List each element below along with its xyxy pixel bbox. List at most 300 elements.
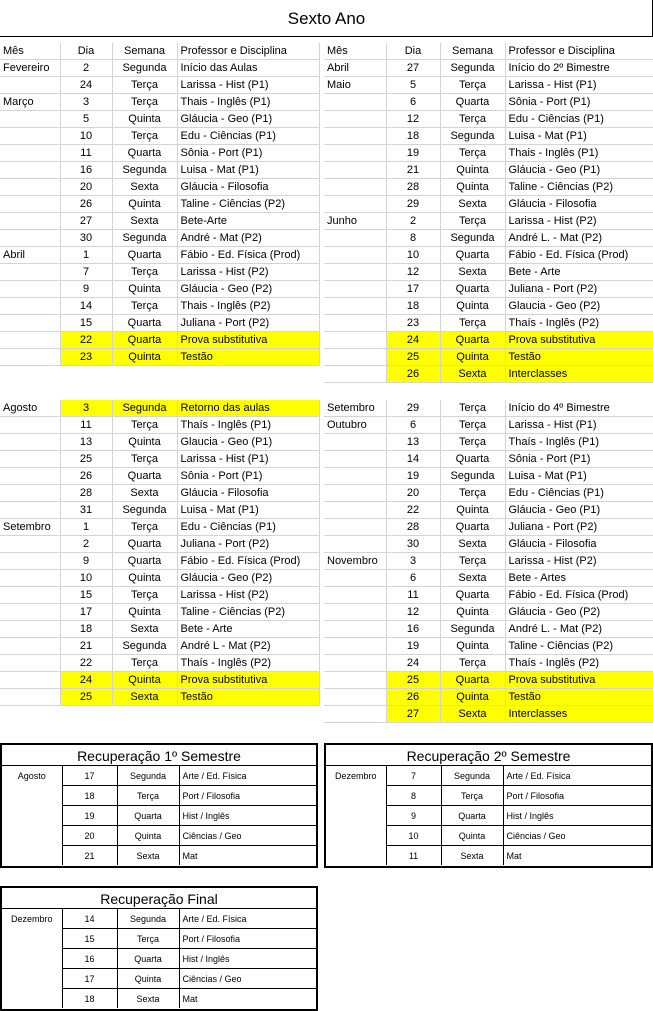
table-row [324,519,653,536]
subject-cell: Interclasses [505,706,653,723]
day-cell: 16 [386,621,440,638]
subject-cell: Testão [177,349,319,366]
weekday-cell: Quarta [112,145,177,162]
subject-cell: Larissa - Hist (P2) [505,213,653,230]
day-cell: 25 [386,349,440,366]
weekday-cell: Segunda [112,638,177,655]
subject-cell: Gláucia - Geo (P1) [505,162,653,179]
weekday-cell: Quarta [112,315,177,332]
recovery-row [2,989,316,1009]
subject-cell: Thaís - Inglês (P2) [505,315,653,332]
subject-cell: Bete - Arte [177,621,319,638]
table-row [324,111,653,128]
month-cell [324,366,386,383]
weekday-cell: Quinta [441,826,503,846]
subject-cell: Ciências / Geo [179,826,316,846]
weekday-cell: Terça [112,587,177,604]
day-cell: 12 [386,604,440,621]
day-cell: 18 [62,989,117,1009]
subject-cell: Testão [177,689,319,706]
month-cell [324,536,386,553]
day-cell: 17 [62,766,117,786]
weekday-cell: Segunda [112,60,177,77]
table-row [0,689,319,706]
month-cell [0,604,60,621]
subject-cell: Juliana - Port (P2) [505,281,653,298]
table-row [324,468,653,485]
recovery-title: Recuperação 2º Semestre [406,748,571,764]
month-cell [324,162,386,179]
weekday-cell: Segunda [440,230,505,247]
day-cell: 13 [386,434,440,451]
table-row [0,349,319,366]
table-row [0,264,319,281]
weekday-cell: Sexta [117,846,179,866]
table-row [0,604,319,621]
subject-cell: Fábio - Ed. Física (Prod) [177,553,319,570]
day-cell: 10 [60,128,112,145]
subject-cell: Arte / Ed. Física [503,766,651,786]
subject-cell: Fábio - Ed. Física (Prod) [177,247,319,264]
weekday-cell: Terça [440,655,505,672]
day-cell: 9 [386,806,441,826]
month-cell [0,502,60,519]
subject-cell: Gláucia - Geo (P1) [177,111,319,128]
day-cell: 1 [60,247,112,264]
day-cell: 26 [60,468,112,485]
month-cell [324,502,386,519]
weekday-cell: Sexta [117,989,179,1009]
subject-cell: Sônia - Port (P1) [177,145,319,162]
table-row [324,706,653,723]
table-row [0,519,319,536]
subject-cell: Thaís - Inglês (P1) [505,434,653,451]
day-cell: 22 [60,332,112,349]
table-row [324,315,653,332]
subject-cell: Edu - Ciências (P1) [177,519,319,536]
weekday-cell: Segunda [112,162,177,179]
weekday-cell: Quarta [117,949,179,969]
table-row [324,485,653,502]
month-cell [326,786,386,806]
month-cell [324,281,386,298]
month-cell [0,655,60,672]
day-cell: 28 [386,519,440,536]
day-cell: 11 [60,417,112,434]
month-cell: Abril [0,247,60,264]
month-cell [324,706,386,723]
subject-cell: Luisa - Mat (P1) [177,502,319,519]
month-cell [0,162,60,179]
table-row [324,145,653,162]
day-cell: 16 [60,162,112,179]
table-row [0,485,319,502]
day-cell: 18 [386,298,440,315]
recovery-row [326,846,651,866]
month-cell [0,536,60,553]
day-cell: 27 [386,60,440,77]
month-cell [2,786,62,806]
weekday-cell: Terça [117,929,179,949]
day-cell: 24 [60,672,112,689]
weekday-cell: Sexta [112,689,177,706]
subject-cell: Larissa - Hist (P1) [505,77,653,94]
table-row [324,230,653,247]
weekday-cell: Segunda [441,766,503,786]
weekday-cell: Terça [440,417,505,434]
table-row [0,451,319,468]
month-cell [0,689,60,706]
weekday-cell: Terça [112,77,177,94]
subject-cell: Interclasses [505,366,653,383]
subject-cell: Prova substitutiva [505,672,653,689]
month-cell [324,604,386,621]
table-row [324,689,653,706]
weekday-cell: Terça [441,786,503,806]
subject-cell: Juliana - Port (P2) [177,536,319,553]
weekday-cell: Sexta [440,196,505,213]
day-cell: 10 [386,826,441,846]
day-cell: 26 [386,366,440,383]
weekday-cell: Quinta [112,672,177,689]
subject-cell: Mat [179,989,316,1009]
month-cell [0,332,60,349]
subject-cell: Bete - Artes [505,570,653,587]
recovery-row [2,909,316,929]
month-cell [324,519,386,536]
day-cell: 15 [60,587,112,604]
weekday-cell: Quinta [112,111,177,128]
day-cell: 30 [60,230,112,247]
month-cell [0,213,60,230]
weekday-cell: Terça [112,519,177,536]
page-title: Sexto Ano [287,9,366,28]
table-row [0,145,319,162]
weekday-cell: Terça [112,94,177,111]
subject-cell: Larissa - Hist (P1) [177,451,319,468]
day-cell: 19 [386,145,440,162]
recovery-row [326,766,651,786]
day-cell: 24 [386,655,440,672]
column-header: Professor e Disciplina [177,43,319,60]
weekday-cell: Quinta [117,826,179,846]
subject-cell: Larissa - Hist (P2) [177,587,319,604]
month-cell [0,315,60,332]
day-cell: 6 [386,417,440,434]
table-row [0,638,319,655]
subject-cell: Sônia - Port (P1) [177,468,319,485]
day-cell: 21 [62,846,117,866]
subject-cell: Glaucia - Geo (P1) [177,434,319,451]
table-row [324,536,653,553]
weekday-cell: Quinta [112,281,177,298]
month-cell [0,145,60,162]
weekday-cell: Sexta [112,485,177,502]
day-cell: 18 [60,621,112,638]
month-cell [324,621,386,638]
month-cell [324,145,386,162]
recovery-row [2,786,316,806]
subject-cell: Taline - Ciências (P2) [505,638,653,655]
weekday-cell: Segunda [112,230,177,247]
recovery-table [2,765,316,865]
month-cell [2,969,62,989]
table-row [324,77,653,94]
month-cell [324,485,386,502]
month-cell: Novembro [324,553,386,570]
recovery-row [2,806,316,826]
table-row [324,400,653,417]
table-row [0,196,319,213]
day-cell: 19 [62,806,117,826]
month-cell [0,77,60,94]
weekday-cell: Quinta [440,638,505,655]
day-cell: 25 [60,689,112,706]
weekday-cell: Sexta [440,706,505,723]
weekday-cell: Terça [112,655,177,672]
schedule-table-second-semester-2 [324,400,653,723]
table-row [0,213,319,230]
subject-cell: Thais - Inglês (P1) [177,94,319,111]
weekday-cell: Quarta [112,536,177,553]
day-cell: 18 [62,786,117,806]
weekday-cell: Segunda [112,502,177,519]
weekday-cell: Terça [112,298,177,315]
day-cell: 23 [60,349,112,366]
table-row [0,332,319,349]
subject-cell: Taline - Ciências (P2) [177,196,319,213]
month-cell [324,196,386,213]
subject-cell: Thaís - Inglês (P2) [505,655,653,672]
month-cell [324,94,386,111]
month-cell [0,485,60,502]
month-cell [324,434,386,451]
table-row [324,247,653,264]
day-cell: 3 [386,553,440,570]
header-row [0,43,319,60]
weekday-cell: Quarta [440,332,505,349]
weekday-cell: Quinta [112,604,177,621]
month-cell [324,230,386,247]
subject-cell: Larissa - Hist (P1) [505,417,653,434]
table-row [324,128,653,145]
weekday-cell: Sexta [440,570,505,587]
subject-cell: Início das Aulas [177,60,319,77]
day-cell: 7 [386,766,441,786]
column-header: Semana [112,43,177,60]
subject-cell: Larissa - Hist (P2) [177,264,319,281]
month-cell [2,949,62,969]
weekday-cell: Quarta [440,247,505,264]
weekday-cell: Segunda [117,766,179,786]
table-row [0,400,319,417]
month-cell [326,846,386,866]
day-cell: 1 [60,519,112,536]
weekday-cell: Quarta [440,451,505,468]
day-cell: 11 [60,145,112,162]
month-cell [0,672,60,689]
day-cell: 18 [386,128,440,145]
month-cell [324,587,386,604]
subject-cell: Edu - Ciências (P1) [177,128,319,145]
month-cell [324,638,386,655]
table-row [324,672,653,689]
subject-cell: André L. - Mat (P2) [505,621,653,638]
day-cell: 12 [386,111,440,128]
table-row [324,587,653,604]
subject-cell: Testão [505,349,653,366]
subject-cell: Luisa - Mat (P1) [505,128,653,145]
month-cell: Agosto [0,400,60,417]
month-cell [324,264,386,281]
header-row [324,43,653,60]
table-row [0,315,319,332]
month-cell [324,247,386,264]
day-cell: 10 [386,247,440,264]
weekday-cell: Quinta [440,349,505,366]
column-header: Dia [386,43,440,60]
table-row [324,417,653,434]
month-cell [326,806,386,826]
weekday-cell: Quarta [440,519,505,536]
day-cell: 22 [60,655,112,672]
month-cell [0,196,60,213]
subject-cell: Taline - Ciências (P2) [177,604,319,621]
weekday-cell: Quarta [440,94,505,111]
subject-cell: Hist / Inglês [179,806,316,826]
table-row [324,451,653,468]
weekday-cell: Quinta [440,162,505,179]
table-row [324,604,653,621]
day-cell: 31 [60,502,112,519]
recovery-table [2,908,316,1008]
day-cell: 8 [386,230,440,247]
table-row [0,655,319,672]
weekday-cell: Sexta [112,621,177,638]
subject-cell: Larissa - Hist (P1) [177,77,319,94]
day-cell: 5 [60,111,112,128]
month-cell [324,468,386,485]
subject-cell: Mat [179,846,316,866]
weekday-cell: Sexta [441,846,503,866]
table-row [324,570,653,587]
table-row [324,162,653,179]
weekday-cell: Terça [440,553,505,570]
day-cell: 7 [60,264,112,281]
weekday-cell: Quarta [440,672,505,689]
subject-cell: Arte / Ed. Física [179,766,316,786]
subject-cell: Gláucia - Geo (P1) [505,502,653,519]
column-header: Dia [60,43,112,60]
day-cell: 3 [60,400,112,417]
subject-cell: Port / Filosofia [503,786,651,806]
table-row [324,366,653,383]
month-cell [324,672,386,689]
table-row [0,434,319,451]
weekday-cell: Terça [440,315,505,332]
day-cell: 21 [386,162,440,179]
month-cell [2,989,62,1009]
subject-cell: André L - Mat (P2) [177,638,319,655]
weekday-cell: Terça [117,786,179,806]
weekday-cell: Quinta [440,298,505,315]
day-cell: 26 [386,689,440,706]
recovery-row [326,806,651,826]
table-row [324,553,653,570]
weekday-cell: Quinta [112,570,177,587]
table-row [0,162,319,179]
subject-cell: Fábio - Ed. Física (Prod) [505,247,653,264]
weekday-cell: Quarta [112,553,177,570]
subject-cell: Gláucia - Filosofia [177,179,319,196]
table-row [0,417,319,434]
subject-cell: Juliana - Port (P2) [505,519,653,536]
day-cell: 15 [60,315,112,332]
subject-cell: Ciências / Geo [179,969,316,989]
subject-cell: Testão [505,689,653,706]
table-row [324,179,653,196]
recovery-row [2,969,316,989]
weekday-cell: Quinta [440,179,505,196]
table-row [324,502,653,519]
weekday-cell: Quinta [440,604,505,621]
weekday-cell: Terça [440,485,505,502]
table-row [0,570,319,587]
month-cell [0,179,60,196]
table-row [324,349,653,366]
weekday-cell: Quinta [112,434,177,451]
weekday-cell: Terça [440,145,505,162]
subject-cell: Thais - Inglês (P1) [505,145,653,162]
month-cell [0,349,60,366]
table-row [0,111,319,128]
recovery-row [326,826,651,846]
recovery-row [2,826,316,846]
subject-cell: Início do 4º Bimestre [505,400,653,417]
month-cell [0,587,60,604]
day-cell: 29 [386,196,440,213]
recovery-row [2,929,316,949]
weekday-cell: Terça [440,111,505,128]
subject-cell: Gláucia - Geo (P2) [177,570,319,587]
day-cell: 20 [386,485,440,502]
day-cell: 14 [386,451,440,468]
day-cell: 5 [386,77,440,94]
subject-cell: Thaís - Inglês (P2) [177,655,319,672]
table-row [0,281,319,298]
subject-cell: Gláucia - Filosofia [505,196,653,213]
subject-cell: Edu - Ciências (P1) [505,111,653,128]
day-cell: 6 [386,94,440,111]
recovery-row [2,766,316,786]
month-cell [0,417,60,434]
subject-cell: Port / Filosofia [179,929,316,949]
weekday-cell: Segunda [440,60,505,77]
day-cell: 26 [60,196,112,213]
month-cell: Abril [324,60,386,77]
table-row [0,230,319,247]
table-row [0,672,319,689]
subject-cell: Retorno das aulas [177,400,319,417]
table-row [324,60,653,77]
month-cell [0,281,60,298]
weekday-cell: Quinta [117,969,179,989]
table-row [0,621,319,638]
recovery-row [2,846,316,866]
subject-cell: Bete-Arte [177,213,319,230]
weekday-cell: Terça [440,434,505,451]
day-cell: 2 [386,213,440,230]
